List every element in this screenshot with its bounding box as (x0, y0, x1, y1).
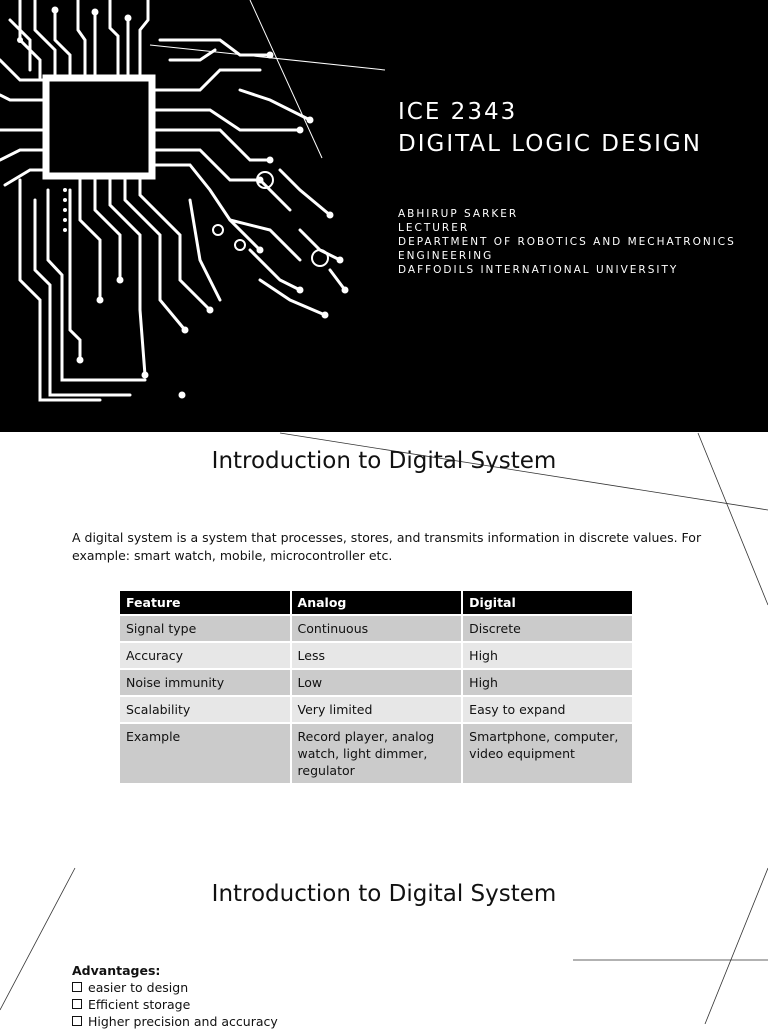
table-row (120, 642, 632, 669)
table-cell: High (462, 642, 632, 669)
table-cell: Example (120, 723, 291, 783)
table-row (120, 669, 632, 696)
list-item-label: Higher precision and accuracy (88, 1014, 278, 1029)
course-title: DIGITAL LOGIC DESIGN (398, 131, 702, 157)
checkbox-icon (72, 982, 82, 992)
table-cell: Record player, analog watch, light dimmer, regulator (291, 723, 463, 783)
analog-digital-table (120, 591, 632, 783)
table-row (120, 723, 632, 783)
table-cell: Continuous (291, 615, 463, 642)
title-block (398, 96, 702, 160)
table-header-row (120, 591, 632, 615)
author-name: ABHIRUP SARKER (398, 208, 519, 220)
intro-paragraph: A digital system is a system that processes, stores, and transmits information in discrete values. For example: smart watch, mobile, microcontroller etc. (72, 530, 702, 563)
table-cell: Smartphone, computer, video equipment (462, 723, 632, 783)
table-row (120, 615, 632, 642)
author-university: DAFFODILS INTERNATIONAL UNIVERSITY (398, 264, 679, 276)
author-department: DEPARTMENT OF ROBOTICS AND MECHATRONICS (398, 236, 736, 248)
header-analog: Analog (291, 591, 463, 615)
table-cell: Easy to expand (462, 696, 632, 723)
table-cell: Very limited (291, 696, 463, 723)
table-cell: Noise immunity (120, 669, 291, 696)
table-cell: Scalability (120, 696, 291, 723)
table-cell: Less (291, 642, 463, 669)
list-item (72, 996, 278, 1013)
list-item (72, 979, 278, 996)
table-row (120, 696, 632, 723)
advantages-list (72, 962, 278, 1030)
author-department-cont: ENGINEERING (398, 250, 494, 262)
slide-title: Introduction to Digital System (211, 448, 557, 474)
course-code: ICE 2343 (398, 99, 518, 125)
table-cell: Accuracy (120, 642, 291, 669)
list-item-label: Efficient storage (88, 997, 191, 1012)
table-cell: Discrete (462, 615, 632, 642)
checkbox-icon (72, 999, 82, 1009)
list-item-label: easier to design (88, 980, 189, 995)
table-cell: High (462, 669, 632, 696)
list-item (72, 1013, 278, 1030)
author-block (398, 207, 736, 277)
circuit-board-icon (0, 0, 400, 432)
header-feature: Feature (120, 591, 291, 615)
author-role: LECTURER (398, 222, 470, 234)
table-cell: Signal type (120, 615, 291, 642)
advantages-heading: Advantages: (72, 963, 161, 978)
title-slide (0, 0, 768, 432)
checkbox-icon (72, 1016, 82, 1026)
header-digital: Digital (462, 591, 632, 615)
slide-title: Introduction to Digital System (211, 881, 557, 907)
table-cell: Low (291, 669, 463, 696)
